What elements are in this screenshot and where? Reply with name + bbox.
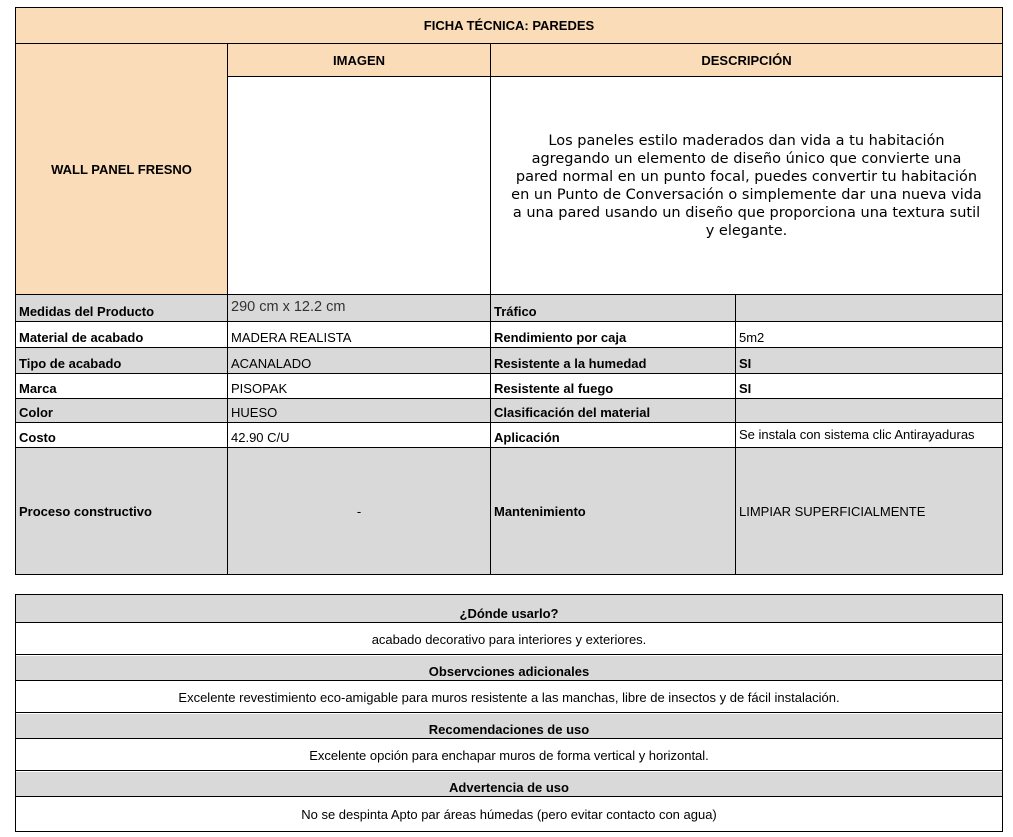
product-name: WALL PANEL FRESNO [15, 43, 228, 295]
spec-value: 42.90 C/U [227, 422, 491, 448]
spec-value: PISOPAK [227, 373, 491, 399]
spec-value-2: 5m2 [735, 321, 1003, 348]
spec-label-2: Resistente al fuego [490, 373, 736, 399]
spec-label-2: Aplicación [490, 422, 736, 448]
spec-label: Tipo de acabado [15, 347, 228, 374]
spec-value-2: Se instala con sistema clic Antirayaduras [735, 422, 1003, 448]
spec-label: Color [15, 398, 228, 423]
section-heading: Advertencia de uso [16, 772, 1002, 797]
spec-value-2: LIMPIAR SUPERFICIALMENTE [735, 447, 1003, 575]
spec-value: HUESO [227, 398, 491, 423]
spec-label-2: Mantenimiento [490, 447, 736, 575]
product-description: Los paneles estilo maderados dan vida a tu habitación agregando un elemento de diseño único que convierte una pared normal en un punto focal, puedes convertir tu habitación en un Punto de Conversación o simplemente dar una nueva vida a una pared usando un diseño que proporciona una textura sutil y elegante. [490, 76, 1003, 295]
section-text: Excelente opción para enchapar muros de forma vertical y horizontal. [16, 740, 1002, 771]
spec-value: 290 cm x 12.2 cm [227, 294, 491, 322]
section-text: No se despinta Apto par áreas húmedas (pero evitar contacto con agua) [16, 798, 1002, 831]
spec-value: MADERA REALISTA [227, 321, 491, 348]
section-text: acabado decorativo para interiores y exteriores. [16, 624, 1002, 655]
image-header: IMAGEN [227, 43, 491, 77]
spec-value-2 [735, 294, 1003, 322]
section-text: Excelente revestimiento eco-amigable para muros resistente a las manchas, libre de insectos y de fácil instalación. [16, 682, 1002, 713]
section-heading: Observciones adicionales [16, 656, 1002, 681]
spec-label-2: Rendimiento por caja [490, 321, 736, 348]
section-heading: Recomendaciones de uso [16, 714, 1002, 739]
section-heading: ¿Dónde usarlo? [16, 595, 1002, 623]
spec-value: - [227, 447, 491, 575]
spec-value: ACANALADO [227, 347, 491, 374]
spec-label: Material de acabado [15, 321, 228, 348]
spec-value-2 [735, 398, 1003, 423]
description-header: DESCRIPCIÓN [490, 43, 1003, 77]
spec-label-2: Tráfico [490, 294, 736, 322]
spec-label: Proceso constructivo [15, 447, 228, 575]
sheet-title: FICHA TÉCNICA: PAREDES [15, 7, 1003, 44]
spec-label: Costo [15, 422, 228, 448]
spec-label: Marca [15, 373, 228, 399]
spec-value-2: SI [735, 373, 1003, 399]
spec-label-2: Resistente a la humedad [490, 347, 736, 374]
product-image-area [227, 76, 491, 295]
spec-label: Medidas del Producto [15, 294, 228, 322]
spec-label-2: Clasificación del material [490, 398, 736, 423]
spec-value-2: SI [735, 347, 1003, 374]
